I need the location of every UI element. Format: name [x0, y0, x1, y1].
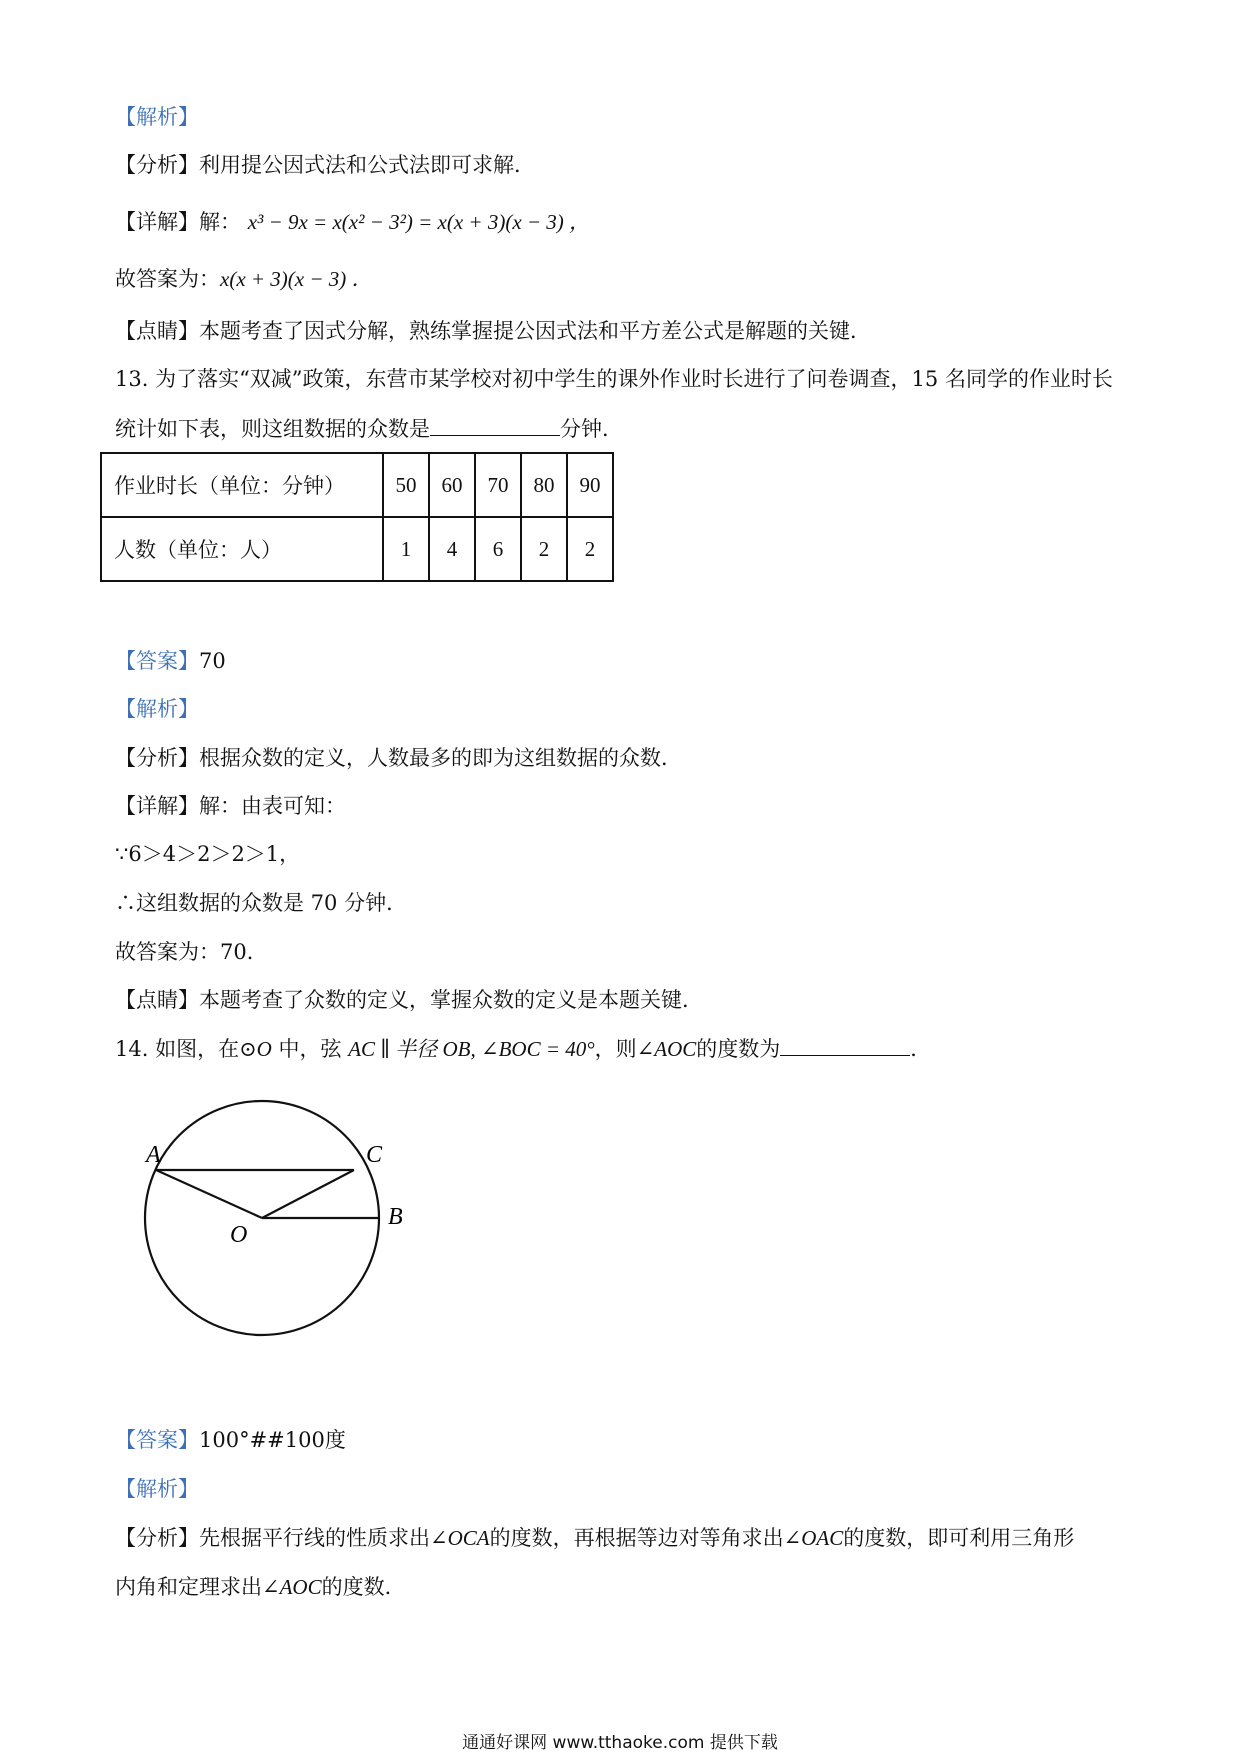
analysis-text: 根据众数的定义，人数最多的即为这组数据的众数． [199, 746, 682, 770]
q13-answer-line [115, 646, 226, 676]
table-header-cell: 作业时长（单位：分钟） [101, 453, 383, 517]
answer-pre: 故答案为： [115, 267, 220, 291]
radius-oc [262, 1170, 354, 1218]
analysis-math: ∠OAC [783, 1526, 844, 1550]
table-header-cell: 人数（单位：人） [101, 517, 383, 581]
answer-line: 故答案为：70． [115, 940, 268, 964]
circle-figure [130, 1090, 430, 1350]
answer-value: 100°##100度 [199, 1428, 346, 1452]
analysis-line-2 [115, 1572, 406, 1602]
analysis-tag: 【分析】 [115, 153, 199, 177]
q14-answer-line [115, 1425, 346, 1455]
comment-line [115, 316, 871, 346]
table-cell: 1 [383, 517, 429, 581]
table-cell: 50 [383, 453, 429, 517]
analysis-text: 先根据平行线的性质求出 [199, 1526, 430, 1550]
analysis-text: 的度数，即可利用三角形 [843, 1526, 1075, 1550]
table-cell: 70 [475, 453, 521, 517]
q13-answer-blank [430, 413, 560, 436]
label-o: O [230, 1222, 248, 1248]
radius-oa [156, 1170, 262, 1218]
analysis-tag: 【分析】 [115, 1526, 199, 1550]
analysis-heading: 【解析】 [115, 105, 199, 129]
answer-value: 70 [199, 649, 226, 673]
q14-stem-math2: ∠AOC [636, 1037, 697, 1061]
q13-stem-line2 [115, 413, 623, 444]
comment-text: 本题考查了因式分解，熟练掌握提公因式法和平方差公式是解题的关键． [199, 319, 871, 343]
detail-tag: 【详解】 [115, 794, 199, 818]
detail-tag: 【详解】 [115, 210, 199, 234]
detail-line [115, 791, 346, 821]
table-cell: 6 [475, 517, 521, 581]
table-cell: 2 [521, 517, 567, 581]
label-c: C [366, 1142, 383, 1168]
table-cell: 4 [429, 517, 475, 581]
label-a: A [146, 1142, 161, 1168]
q13-stem-line1: 13. 为了落实“双减”政策，东营市某学校对初中学生的课外作业时长进行了问卷调查，15 名同学的作业时长 [115, 367, 1113, 391]
analysis-heading: 【解析】 [115, 1477, 199, 1501]
answer-tag: 【答案】 [115, 649, 199, 673]
q14-stem-period: ． [910, 1037, 932, 1061]
analysis-tag: 【分析】 [115, 746, 199, 770]
page-footer: 通通好课网 www.tthaoke.com 提供下载 [462, 1733, 778, 1753]
q14-stem-math: AC ∥ 半径 OB, ∠BOC = 40° [348, 1037, 595, 1061]
analysis-heading: 【解析】 [115, 697, 199, 721]
q13-stem-pre: 统计如下表，则这组数据的众数是 [115, 417, 430, 441]
analysis-text: 利用提公因式法和公式法即可求解． [199, 153, 535, 177]
because-line: ∵6＞4＞2＞2＞1， [115, 842, 301, 866]
table-row [101, 453, 613, 517]
q14-stem-line1 [115, 1033, 931, 1064]
table-cell: 2 [567, 517, 613, 581]
comment-tag: 【点睛】 [115, 988, 199, 1012]
answer-tag: 【答案】 [115, 1428, 199, 1452]
detail-pre: 解： [199, 210, 241, 234]
analysis-math: ∠OCA [430, 1526, 490, 1550]
analysis-text: 的度数，再根据等边对等角求出 [489, 1526, 784, 1550]
table-row [101, 517, 613, 581]
q13-table [100, 452, 614, 582]
label-b: B [388, 1204, 403, 1230]
analysis-text: 内角和定理求出 [115, 1575, 262, 1599]
comment-tag: 【点睛】 [115, 319, 199, 343]
detail-text: 解：由表可知： [199, 794, 346, 818]
detail-line [115, 207, 590, 237]
q14-answer-blank [780, 1033, 910, 1056]
detail-math: x³ − 9x = x(x² − 3²) = x(x + 3)(x − 3) ， [247, 210, 591, 234]
q14-stem-pre: 14. 如图，在⊙ [115, 1037, 257, 1061]
therefore-line: ∴这组数据的众数是 70 分钟． [115, 891, 408, 915]
analysis-line [115, 743, 682, 773]
table-cell: 90 [567, 453, 613, 517]
comment-text: 本题考查了众数的定义，掌握众数的定义是本题关键． [199, 988, 703, 1012]
analysis-line [115, 150, 535, 180]
q14-stem-mid: 中，弦 [271, 1037, 342, 1061]
q14-circle-name: O [256, 1037, 272, 1061]
analysis-math: ∠AOC [262, 1575, 322, 1599]
table-cell: 80 [521, 453, 567, 517]
comment-line [115, 985, 703, 1015]
answer-line [115, 264, 373, 294]
q14-stem-post: ，则 [594, 1037, 637, 1061]
answer-math: x(x + 3)(x − 3) ． [220, 267, 373, 291]
q14-stem-end: 的度数为 [696, 1037, 781, 1061]
analysis-text: 的度数． [321, 1575, 406, 1599]
analysis-line [115, 1523, 1074, 1553]
table-cell: 60 [429, 453, 475, 517]
q13-stem-post: 分钟． [560, 417, 623, 441]
